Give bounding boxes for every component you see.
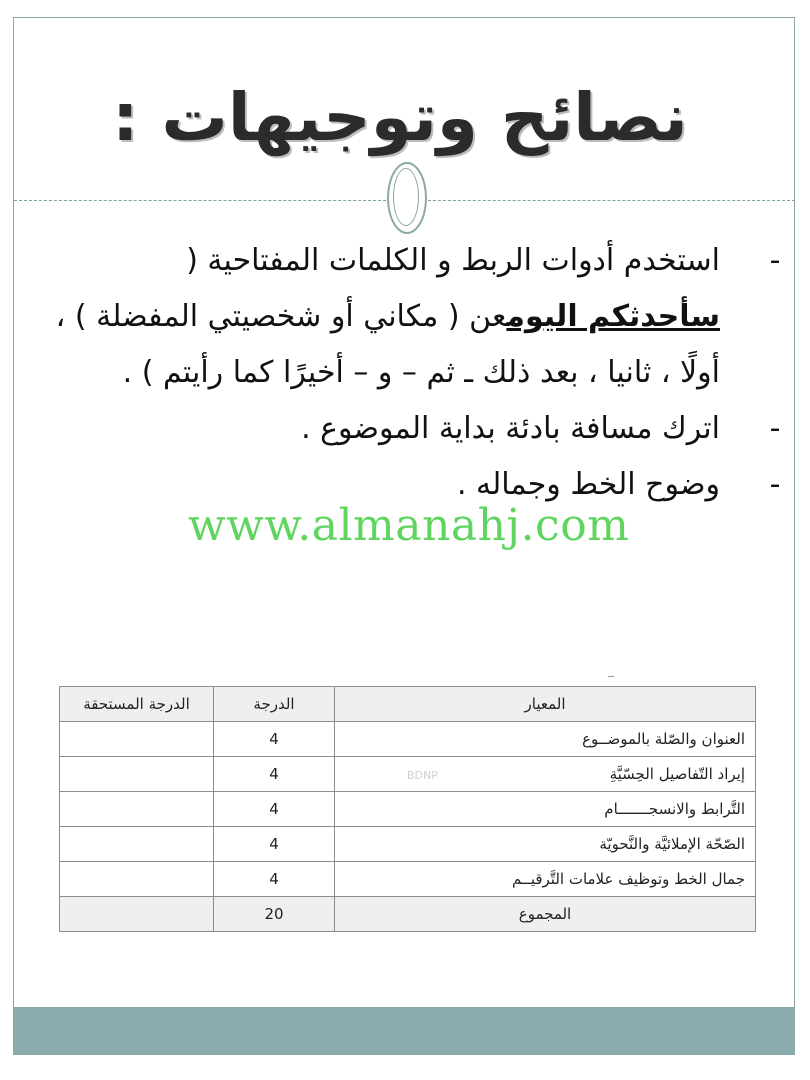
decorative-oval-inner — [393, 168, 419, 226]
earned-cell[interactable] — [60, 862, 214, 897]
grade-cell: 4 — [214, 862, 335, 897]
total-row — [60, 897, 756, 932]
table-row — [60, 722, 756, 757]
grade-cell: 4 — [214, 792, 335, 827]
table-row — [60, 862, 756, 897]
criterion-cell: الصّحّة الإملائيَّة والنَّحويّة — [335, 827, 756, 862]
grade-cell: 4 — [214, 722, 335, 757]
rubric-table — [59, 686, 756, 932]
header-earned: الدرجة المستحقة — [60, 687, 214, 722]
page-title: نصائح وتوجيهات : — [112, 79, 688, 156]
total-label-cell: المجموع — [335, 897, 756, 932]
tip-text: وضوح الخط وجماله . — [456, 467, 720, 502]
table-row — [60, 792, 756, 827]
earned-cell[interactable] — [60, 827, 214, 862]
tip-text-end: عن ( مكاني أو شخصيتي المفضلة ) ، أولًا ، ثانيا ، بعد ذلك ـ ثم – و – أخيرًا كما رأيتم ) . — [55, 299, 720, 390]
bullet-dash: - — [769, 243, 781, 278]
tip-text: اترك مسافة بادئة بداية الموضوع . — [301, 411, 720, 446]
tip-item — [55, 233, 790, 401]
bullet-dash: - — [769, 467, 781, 502]
stray-mark — [608, 676, 614, 677]
watermark: www.almanahj.com — [188, 500, 630, 551]
earned-cell[interactable] — [60, 792, 214, 827]
criterion-cell: جمال الخط وتوظيف علامات التَّرقيــم — [335, 862, 756, 897]
grade-cell: 4 — [214, 827, 335, 862]
criterion-cell: إيراد التّفاصيل الحِسّيَّةِ — [335, 757, 756, 792]
table-row — [60, 827, 756, 862]
tip-item — [55, 401, 790, 457]
criterion-cell: العنوان والصّلة بالموضــوع — [335, 722, 756, 757]
grade-cell: 4 — [214, 757, 335, 792]
footer-bar — [14, 1007, 795, 1054]
tips-list — [55, 233, 790, 513]
earned-cell[interactable] — [60, 757, 214, 792]
header-criterion: المعيار — [335, 687, 756, 722]
total-grade-cell: 20 — [214, 897, 335, 932]
tip-text-start: استخدم أدوات الربط و الكلمات المفتاحية ( — [186, 243, 720, 278]
tip-key-phrase: سأحدثكم اليوم — [506, 299, 720, 334]
faint-stamp: BDNP — [407, 769, 438, 782]
table-header-row — [60, 687, 756, 722]
tip-text — [55, 233, 720, 401]
bullet-dash: - — [769, 411, 781, 446]
criterion-cell: التَّرابط والانسجـــــــام — [335, 792, 756, 827]
total-earned-cell[interactable] — [60, 897, 214, 932]
header-grade: الدرجة — [214, 687, 335, 722]
earned-cell[interactable] — [60, 722, 214, 757]
